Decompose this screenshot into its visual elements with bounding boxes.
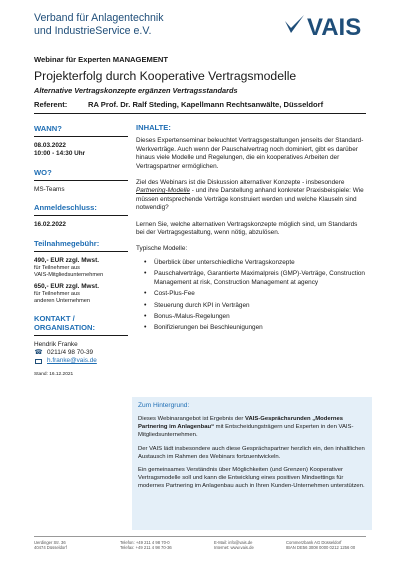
footer-divider	[34, 536, 366, 537]
footer-address-line-1: Uerdinger Str. 36	[34, 540, 66, 545]
contact-email-link[interactable]: h.franke@vais.de	[47, 357, 97, 365]
spacer	[34, 305, 128, 314]
contact-label-1: KONTAKT /	[34, 313, 75, 323]
organization-name-line-2: und IndustrieService e.V.	[34, 25, 152, 37]
event-date: 08.03.2022	[34, 142, 66, 149]
fee-divider	[34, 251, 128, 252]
vais-logo	[284, 13, 368, 39]
footer-bank-line-2: IBAN DE56 3008 0000 0212 1256 00	[286, 545, 356, 551]
spacer	[34, 159, 128, 168]
event-time: 10:00 - 14:30 Uhr	[34, 150, 86, 158]
fee-other-desc-1: für Teilnehmer aus	[34, 291, 80, 298]
referent-value: RA Prof. Dr. Ralf Steding, Kapellmann Rechtsanwälte, Düsseldorf	[88, 100, 324, 109]
list-item: • Steuerung durch KPI in Verträgen	[144, 302, 366, 310]
footer-address-line-2: 40474 Düsseldorf	[34, 545, 67, 551]
when-divider	[34, 136, 128, 137]
footer-phone-line-2: Telefax: +49 211 4 98 70-36	[120, 545, 172, 551]
contact-phone: 0211/4 98 70-39	[47, 349, 94, 357]
list-item: • Cost-Plus-Fee	[144, 290, 366, 298]
deadline-label: Anmeldeschluss:	[34, 203, 97, 213]
footer-phone	[120, 540, 172, 551]
content-paragraph-2	[136, 179, 366, 213]
content-section	[136, 124, 366, 336]
fee-other-desc-2: anderen Unternehmen	[34, 297, 90, 304]
spacer	[34, 230, 128, 239]
list-item: • Bonifizierungen bei Beschleunigungen	[144, 324, 366, 332]
phone-icon: ☎	[34, 349, 43, 357]
footer-bank-line-1: Commerzbank AG Düsseldorf	[286, 540, 342, 545]
logo-text: VAIS	[307, 14, 362, 39]
referent-line	[34, 100, 323, 109]
paragraph-2-text-a: Ziel des Webinars ist die Diskussion alternativer Konzepte - insbesondere	[136, 179, 345, 187]
fee-label: Teilnahmegebühr:	[34, 238, 100, 248]
footer-web-line-1: E-Mail: info@vais.de	[214, 540, 253, 545]
when-label: WANN?	[34, 124, 62, 133]
models-list	[144, 259, 366, 333]
background-paragraph-3: Ein gemeinsames Verständnis über Möglichkeiten (und Grenzen) Kooperativer Vertragsmodelle soll und kann die Entwicklung eines positiven Mindsettings für modernes Partnering im Anlagenbau auch in Ihren Kunden-Unternehmen unterstützen.	[138, 467, 365, 490]
spacer	[34, 194, 128, 203]
footer-web-line-2: Internet: www.vais.de	[214, 545, 254, 551]
where-divider	[34, 180, 128, 181]
list-item: • Bonus-/Malus-Regelungen	[144, 313, 366, 321]
contact-label-2: ORGANISATION:	[34, 322, 96, 332]
content-heading: INHALTE:	[136, 123, 171, 132]
fee-member-desc-1: für Teilnehmer aus	[34, 265, 80, 272]
contact-phone-row	[34, 349, 128, 357]
contact-divider	[34, 335, 128, 336]
envelope-icon	[35, 359, 42, 364]
contact-name: Hendrik Franke	[34, 340, 78, 348]
footer-address	[34, 540, 67, 551]
content-paragraph-3: Lernen Sie, welche alternativen Vertragskonzepte möglich sind, um Standards bei der Vertragsgestaltung, wenn nötig, abzulösen.	[136, 220, 358, 237]
content-paragraph-1: Dieses Expertenseminar beleuchtet Vertragsgestaltungen jenseits der Standard-Werkverträge. Auch wenn der Pauschalvertrag noch dominiert, gibt es darüber hinaus viele Modelle und Regelungen, die ein kooperatives Arbeiten der Vertragspartner ermöglichen.	[136, 137, 364, 170]
list-item: • Überblick über unterschiedliche Vertragskonzepte	[144, 259, 366, 267]
list-item: • Pauschalverträge, Garantierte Maximalpreis (GMP)-Verträge, Construction Management at risk, Construction Management at agency	[144, 270, 366, 287]
where-label: WO?	[34, 167, 52, 177]
event-details-sidebar	[34, 124, 128, 379]
background-paragraph-1	[138, 416, 366, 440]
footer-phone-line-1: Telefon: +49 211 4 98 70-0	[120, 540, 170, 545]
event-title: Projekterfolg durch Kooperative Vertragsmodelle	[34, 69, 297, 83]
footer-bank	[286, 540, 355, 551]
background-p1-text-b: mit Entscheidungsträgern und Experten in den VAIS-Mitgliedsunternehmen.	[138, 423, 354, 438]
partnering-modelle-term: Partnering-Modelle	[136, 187, 190, 195]
models-label: Typische Modelle:	[136, 245, 188, 253]
organization-name-line-1: Verband für Anlagentechnik	[34, 12, 164, 24]
background-paragraph-2: Der VAIS lädt insbesondere auch diese Gesprächspartner herzlich ein, den inhaltlichen Austausch im Rahmen des Webinars fortzuentwickeln.	[138, 445, 365, 460]
referent-label: Referent:	[34, 100, 68, 109]
event-location: MS-Teams	[34, 185, 65, 193]
contact-email-row	[34, 357, 128, 365]
event-subtitle: Alternative Vertragskonzepte ergänzen Vertragsstandards	[34, 86, 238, 95]
fee-member-price: 490,- EUR zzgl. Mwst.	[34, 256, 99, 264]
background-p1-bold: VAIS-Gesprächsrunden „Modernes Partnering im Anlagenbau“	[138, 415, 344, 430]
footer-web	[214, 540, 254, 551]
document-date: Stand: 16.12.2021	[34, 371, 74, 377]
organization-name	[34, 12, 164, 38]
logo-check-icon	[285, 15, 304, 33]
deadline-date: 16.02.2022	[34, 221, 66, 229]
event-kicker: Webinar für Experten MANAGEMENT	[34, 55, 169, 64]
fee-member-desc-2: VAIS-Mitgliedsunternehmen	[34, 271, 104, 278]
deadline-divider	[34, 215, 128, 216]
header-divider	[34, 113, 366, 114]
paragraph-2-text-b: - und ihre Darstellung anhand konkreter Praxisbeispiele: Wie müssen entsprechende Verträge konstruiert werden und welche Klauseln sind notwendig?	[136, 187, 364, 212]
background-heading: Zum Hintergrund:	[138, 402, 190, 409]
background-info-box	[132, 397, 372, 530]
fee-other-price: 650,- EUR zzgl. Mwst.	[34, 282, 99, 290]
background-p1-text-a: Dieses Webinarangebot ist Ergebnis der	[138, 415, 245, 422]
